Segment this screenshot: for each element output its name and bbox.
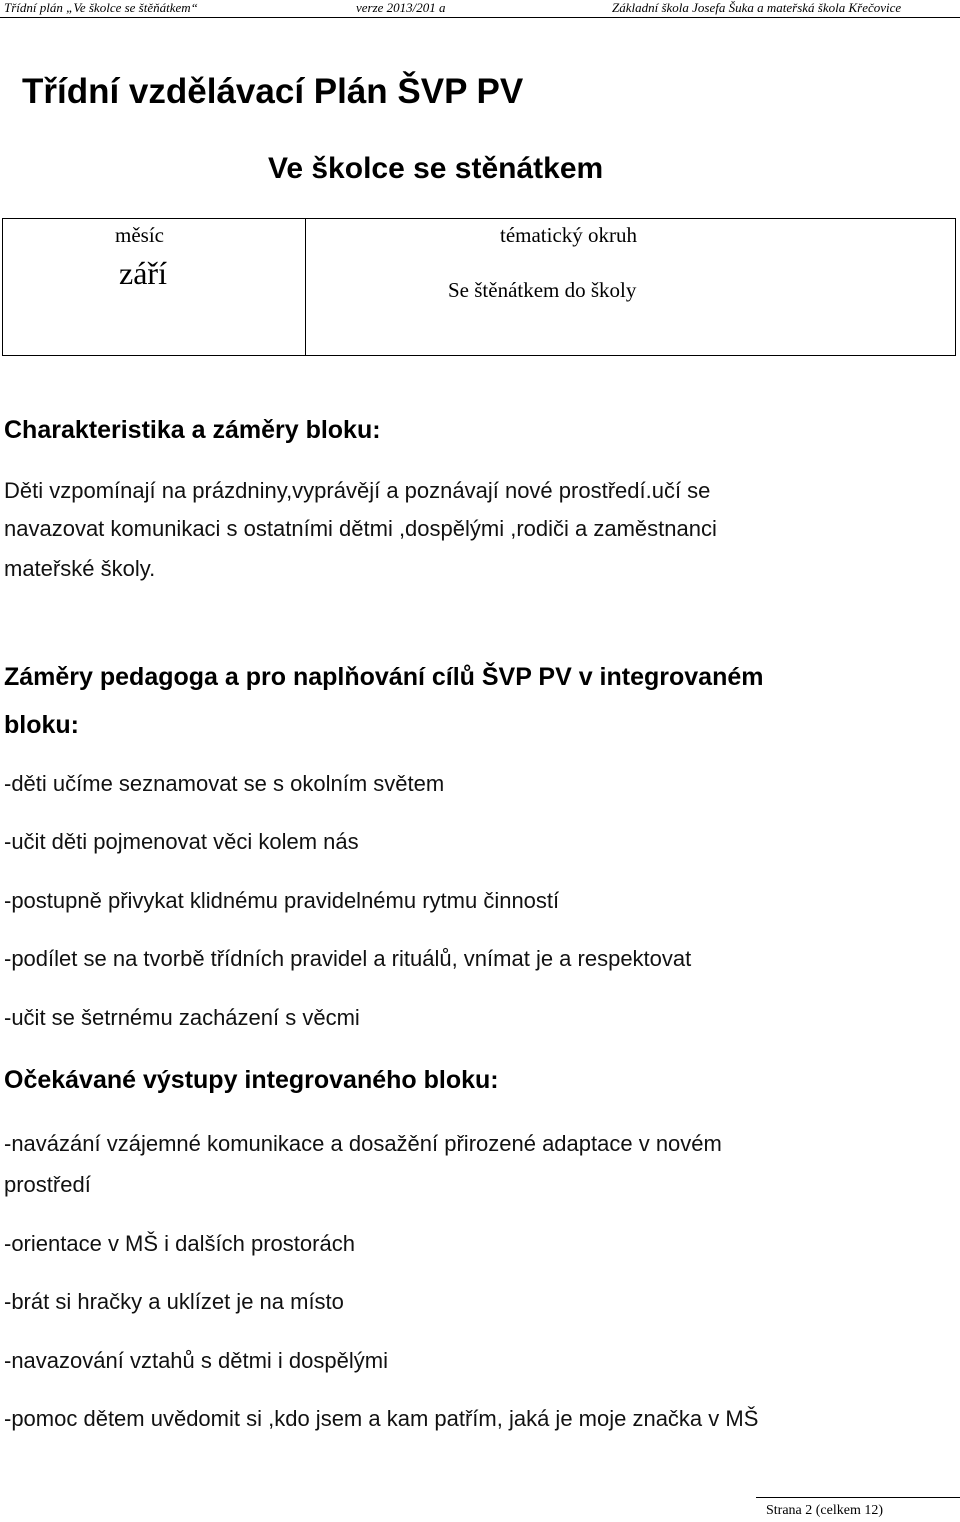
output-item: -orientace v MŠ i dalších prostorách — [4, 1231, 355, 1256]
page-header — [0, 0, 960, 22]
info-table — [2, 218, 956, 356]
topic-label: tématický okruh — [500, 223, 638, 247]
goal-item: -postupně přivykat klidnému pravidelnému rytmu činností — [4, 888, 560, 913]
header-left-text: Třídní plán „Ve školce se štěňátkem“ — [4, 0, 198, 15]
characteristics-line: mateřské školy. — [4, 556, 156, 581]
month-value: září — [119, 255, 167, 291]
output-item: -navázání vzájemné komunikace a dosažění přirozené adaptace v novém — [4, 1131, 722, 1156]
page-number: Strana 2 (celkem 12) — [766, 1503, 884, 1518]
characteristics-line: navazovat komunikaci s ostatními dětmi ,dospělými ,rodiči a zaměstnanci — [4, 516, 717, 541]
table-column-divider — [305, 219, 306, 355]
header-right-text: Základní škola Josefa Šuka a mateřská škola Křečovice — [612, 0, 902, 15]
goal-item: -podílet se na tvorbě třídních pravidel a rituálů, vnímat je a respektovat — [4, 946, 692, 971]
document-title: Třídní vzdělávací Plán ŠVP PV — [22, 72, 524, 111]
header-center-text: verze 2013/201 a — [356, 0, 446, 15]
document-subtitle: Ve školce se stěnátkem — [268, 152, 604, 185]
goal-item: -děti učíme seznamovat se s okolním světem — [4, 771, 445, 796]
characteristics-line: Děti vzpomínají na prázdniny,vyprávějí a poznávají nové prostředí.učí se — [4, 478, 711, 503]
goals-heading: Záměry pedagoga a pro naplňování cílů ŠVP PV v integrovaném — [4, 663, 764, 691]
goals-heading-continuation: bloku: — [4, 711, 79, 739]
month-label: měsíc — [115, 223, 164, 247]
goal-item: -učit se šetrnému zacházení s věcmi — [4, 1005, 360, 1030]
output-item: -brát si hračky a uklízet je na místo — [4, 1289, 344, 1314]
goal-item: -učit děti pojmenovat věci kolem nás — [4, 829, 359, 854]
characteristics-heading: Charakteristika a záměry bloku: — [4, 416, 381, 444]
output-item: -navazování vztahů s dětmi i dospělými — [4, 1348, 388, 1373]
outputs-heading: Očekávané výstupy integrovaného bloku: — [4, 1066, 499, 1094]
footer-rule — [756, 1497, 960, 1498]
output-item: -pomoc dětem uvědomit si ,kdo jsem a kam patřím, jaká je moje značka v MŠ — [4, 1406, 759, 1431]
output-item-continuation: prostředí — [4, 1172, 91, 1197]
topic-value: Se štěnátkem do školy — [448, 278, 637, 302]
header-rule — [0, 17, 960, 18]
